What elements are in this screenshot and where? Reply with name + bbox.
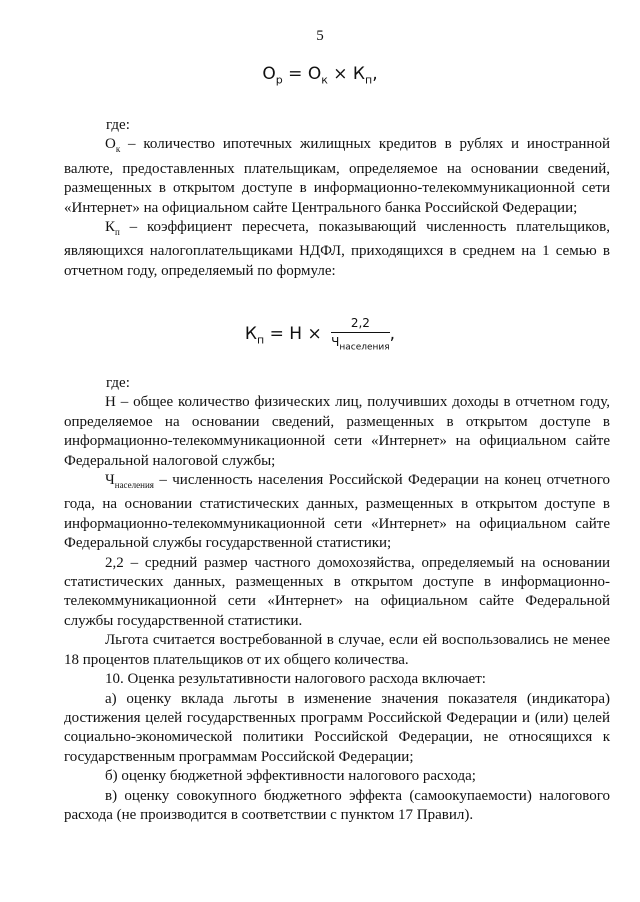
paragraph-lgota: Льгота считается востребованной в случае, если ей воспользовались не менее 18 процентов плательщиков от их общего количества. <box>64 632 610 668</box>
definition-ok: $О_к$ – количество ипотечных жилищных кредитов в рублях и иностранной валюте, предоставленных плательщикам, определяемое на основании сведений, размещенных в открытом доступе в информационно-телекоммуникационной сети «Интернет» на официальном сайте Центрального банка Российской Федерации; <box>64 136 610 216</box>
definition-h: Н – общее количество физических лиц, получивших доходы в отчетном году, определяемое на основании сведений, размещенных в открытом доступе в информационно-телекоммуникационной сети «Интернет» на официальном сайте Федеральной налоговой службы; <box>64 394 610 469</box>
fraction-numerator: 2,2 <box>331 316 390 333</box>
formula-kp: $К_п = Н$ × $\frac{2,2}{Ч_{населения}}$ , <box>244 316 396 353</box>
text-block-definitions-1 <box>64 116 610 281</box>
item-b: б) оценку бюджетной эффективности налогового расхода; <box>105 768 476 785</box>
item-v: в) оценку совокупного бюджетного эффекта (самоокупаемости) налогового расхода (не производится в соответствии с пунктом 17 Правил). <box>64 787 610 823</box>
item-a: а) оценку вклада льготы в изменение значения показателя (индикатора) достижения целей государственных программ Российской Федерации и (или) целей социально-экономической политики Российской Федерации, не относящихся к государственным программам Российской Федерации; <box>64 690 610 765</box>
where-label-1: где: <box>106 117 130 133</box>
fraction <box>331 316 390 352</box>
fraction-denominator: $Ч_{населения}$ <box>331 335 390 353</box>
definition-2-2: 2,2 – средний размер частного домохозяйства, определяемый на основании статистических данных, размещенных в открытом доступе в информационно-телекоммуникационной сети «Интернет» на официальном сайте Федеральной службы государственной статистики. <box>64 554 610 629</box>
text-block-definitions-2 <box>64 374 610 825</box>
paragraph-10: 10. Оценка результативности налогового расхода включает: <box>105 671 486 688</box>
definition-ch: $Ч_{населения}$ – численность населения Российской Федерации на конец отчетного года, на основании статистических данных, размещенных в открытом доступе в информационно-телекоммуникационной сети «Интернет» на официальном сайте Федеральной службы государственной статистики; <box>64 472 610 552</box>
page-number: 5 <box>316 28 324 44</box>
formula-op: $О_р = О_к \times К_п$, <box>262 64 378 87</box>
where-label-2: где: <box>106 375 130 391</box>
definition-kp: $К_п$ – коэффициент пересчета, показывающий численность плательщиков, являющихся налогоплательщиками НДФЛ, приходящихся в среднем на 1 семью в отчетном году, определяемый по формуле: <box>64 219 610 279</box>
